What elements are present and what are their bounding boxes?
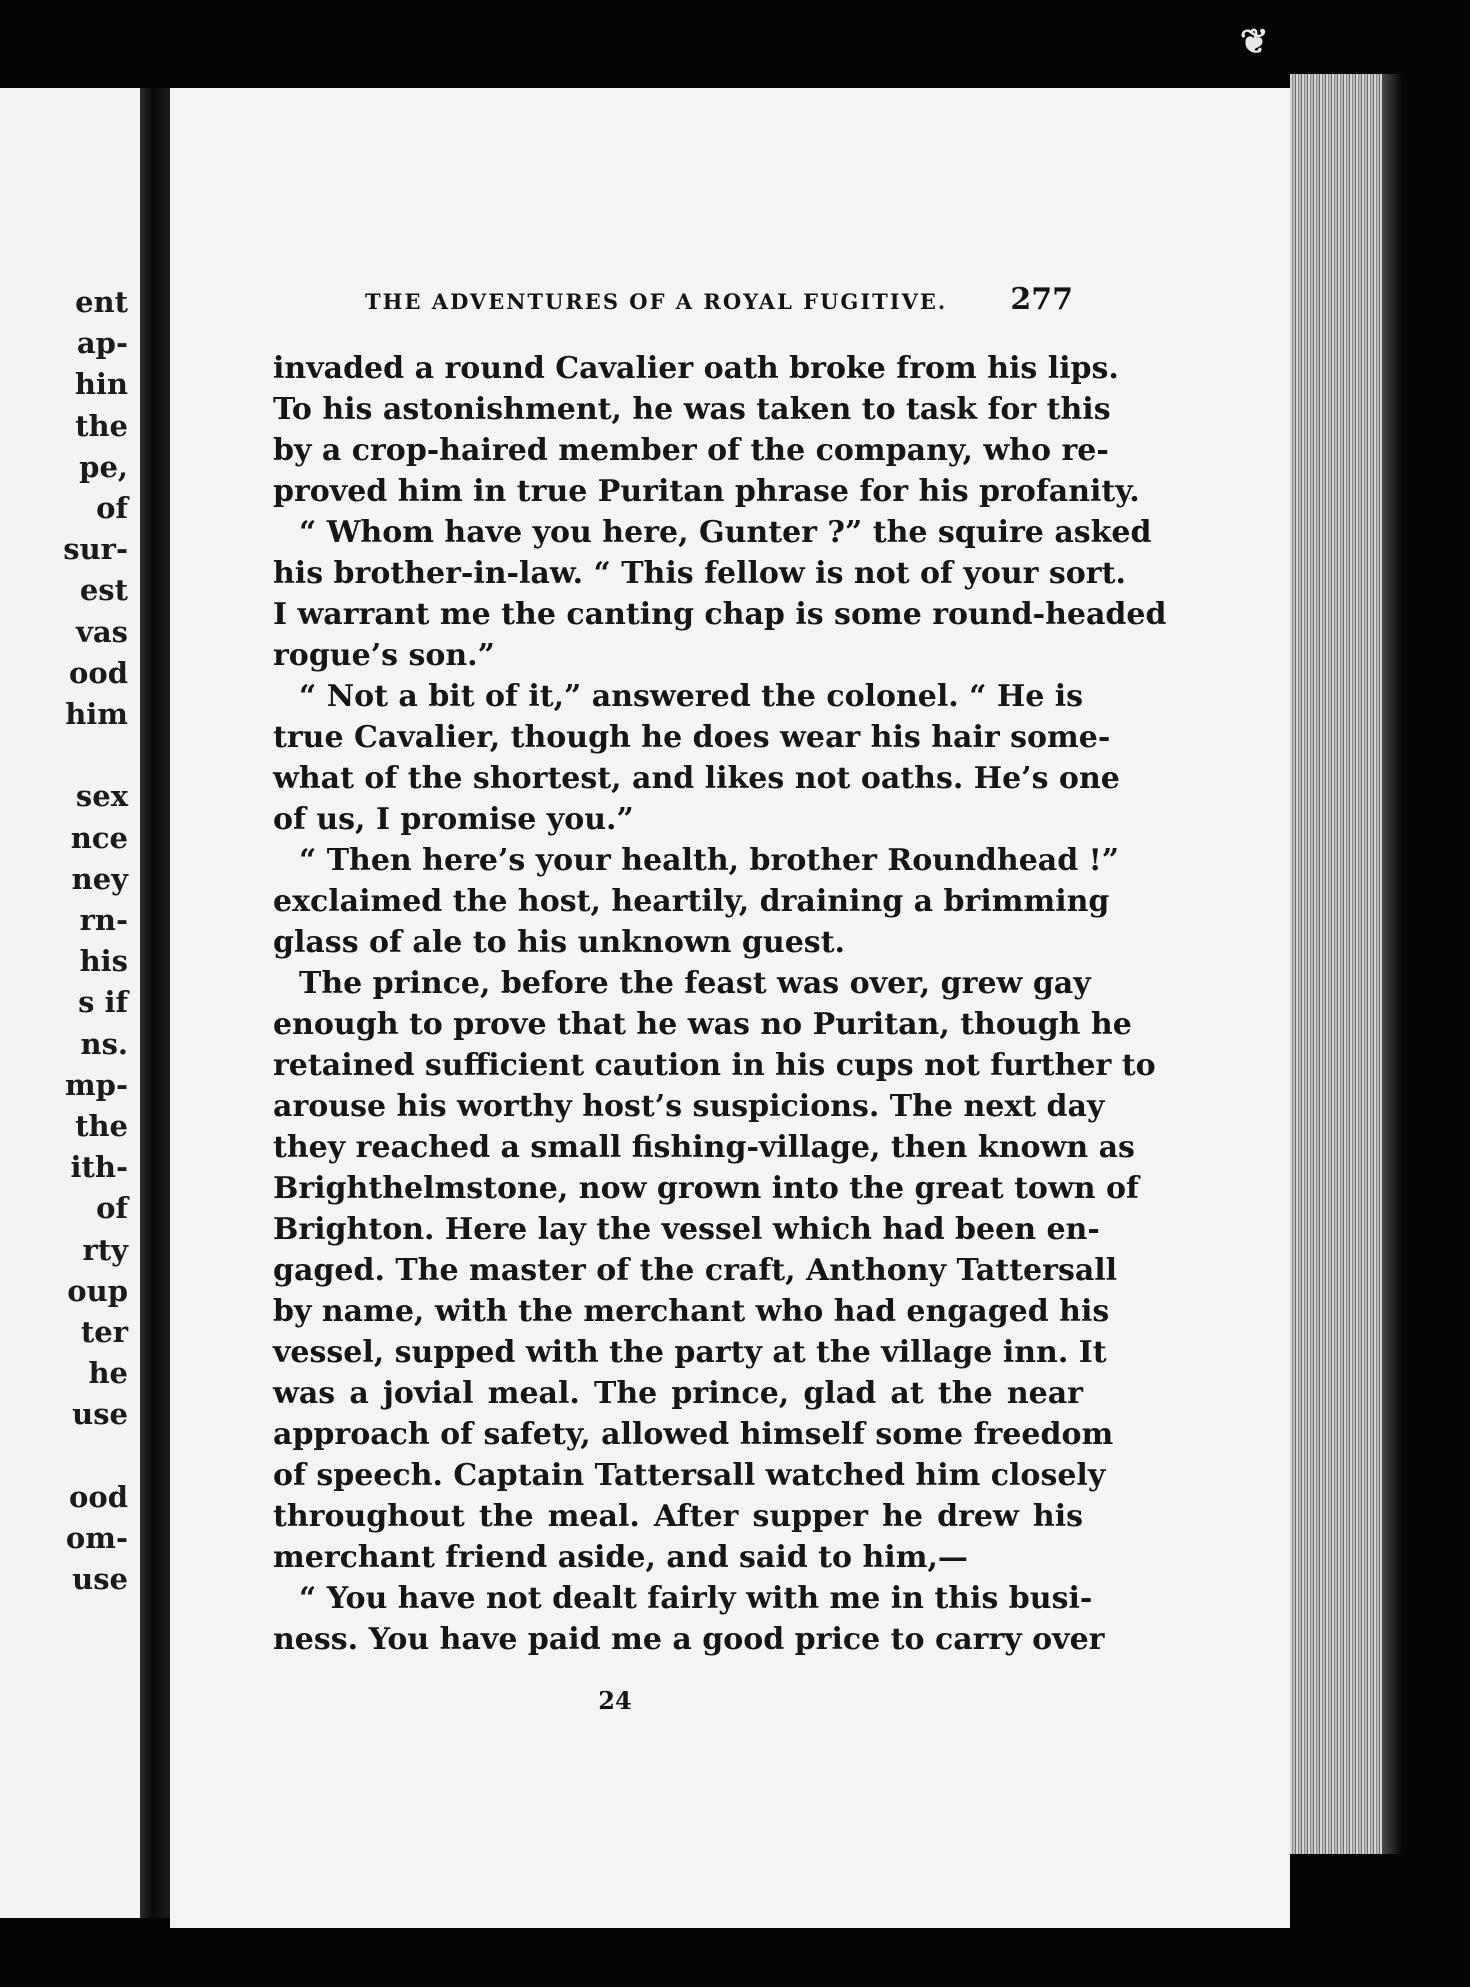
facing-page-text-fragment: nce bbox=[70, 820, 128, 855]
facing-page-text-fragment: ith- bbox=[70, 1150, 128, 1185]
text-line: invaded a round Cavalier oath broke from his lips. bbox=[273, 351, 1119, 386]
facing-page-text-fragment: mp- bbox=[65, 1067, 128, 1102]
text-line: “ Not a bit of it,” answered the colonel. “ He is bbox=[299, 679, 1084, 714]
text-line: exclaimed the host, heartily, draining a brimming bbox=[273, 884, 1110, 919]
page-edge-shadow bbox=[1382, 74, 1402, 1854]
facing-page-text-fragment: of bbox=[96, 491, 128, 525]
facing-page-text-fragment: oup bbox=[67, 1273, 128, 1308]
text-line: vessel, supped with the party at the village inn. It bbox=[273, 1335, 1107, 1370]
text-line: by name, with the merchant who had engaged his bbox=[273, 1294, 1110, 1329]
running-title: THE ADVENTURES OF A ROYAL FUGITIVE. bbox=[365, 289, 948, 314]
text-line: approach of safety, allowed himself some freedom bbox=[273, 1417, 1114, 1452]
facing-page-text-fragment: ood bbox=[69, 655, 128, 690]
text-line: ness. You have paid me a good price to carry over bbox=[273, 1622, 1105, 1657]
facing-page-text-fragment: rty bbox=[82, 1232, 128, 1267]
text-line: enough to prove that he was no Puritan, though he bbox=[273, 1007, 1132, 1042]
facing-page-text-fragment: the bbox=[75, 408, 128, 443]
text-line: “ Then here’s your health, brother Roundhead !” bbox=[299, 843, 1120, 878]
facing-page-text-fragment: ns. bbox=[80, 1026, 128, 1061]
page-stack-edge bbox=[1290, 74, 1382, 1854]
page-number: 277 bbox=[1010, 282, 1073, 317]
facing-page-text-fragment: he bbox=[88, 1356, 128, 1391]
facing-page-text-fragment: ney bbox=[71, 861, 128, 896]
facing-page-text-fragment: of bbox=[96, 1191, 128, 1226]
text-line: Brighthelmstone, now grown into the great town of bbox=[273, 1171, 1139, 1206]
facing-page-text-fragment: him bbox=[65, 697, 128, 731]
facing-page-text-fragment: rn- bbox=[79, 903, 128, 937]
text-line: proved him in true Puritan phrase for his profanity. bbox=[273, 474, 1140, 509]
text-line: what of the shortest, and likes not oaths. He’s one bbox=[273, 761, 1120, 796]
text-line: by a crop-haired member of the company, who re- bbox=[273, 433, 1109, 468]
text-line: retained sufficient caution in his cups not further to bbox=[273, 1048, 1156, 1083]
text-line: To his astonishment, he was taken to task for this bbox=[273, 392, 1111, 427]
text-line: arouse his worthy host’s suspicions. The next day bbox=[273, 1089, 1105, 1124]
body-text bbox=[273, 348, 1167, 1660]
text-line: was a jovial meal. The prince, glad at the near bbox=[273, 1376, 1083, 1411]
facing-page-text-fragment: om- bbox=[65, 1521, 128, 1555]
text-line: throughout the meal. After supper he drew his bbox=[273, 1499, 1083, 1534]
facing-page-text-fragment: est bbox=[79, 573, 128, 608]
text-line: The prince, before the feast was over, grew gay bbox=[299, 966, 1091, 1001]
facing-page-text-fragment: hin bbox=[74, 367, 128, 402]
facing-page-text-fragment: sex bbox=[75, 779, 128, 814]
facing-page-text-fragment: ap- bbox=[76, 326, 128, 361]
corner-mark-icon: ❦ bbox=[1240, 22, 1269, 62]
facing-page-text-fragment: use bbox=[72, 1397, 128, 1432]
facing-page-fragment bbox=[0, 88, 143, 1918]
text-line: his brother-in-law. “ This fellow is not of your sort. bbox=[273, 556, 1126, 591]
text-line: of speech. Captain Tattersall watched him closely bbox=[273, 1458, 1106, 1493]
facing-page-text-fragment: his bbox=[79, 944, 128, 979]
text-line: merchant friend aside, and said to him,— bbox=[273, 1540, 968, 1575]
running-head bbox=[365, 282, 1073, 317]
text-line: rogue’s son.” bbox=[273, 638, 495, 673]
facing-page-text-fragment: ood bbox=[69, 1479, 128, 1514]
facing-page-text-fragment: the bbox=[75, 1109, 128, 1143]
facing-page-text-fragment: vas bbox=[76, 614, 128, 649]
facing-page-text-fragment: s if bbox=[78, 985, 128, 1020]
text-line: Brighton. Here lay the vessel which had been en- bbox=[273, 1212, 1100, 1247]
facing-page-text-fragment: ter bbox=[80, 1315, 128, 1349]
facing-page-text-fragment: use bbox=[72, 1562, 128, 1597]
text-line: glass of ale to his unknown guest. bbox=[273, 925, 845, 960]
book-gutter bbox=[140, 88, 170, 1918]
facing-page-text-fragment: pe, bbox=[79, 449, 128, 484]
text-line: true Cavalier, though he does wear his hair some- bbox=[273, 720, 1111, 755]
text-line: gaged. The master of the craft, Anthony Tattersall bbox=[273, 1253, 1118, 1288]
text-line: I warrant me the canting chap is some round-headed bbox=[273, 597, 1167, 632]
facing-page-text-fragment: sur- bbox=[63, 532, 128, 567]
signature-mark: 24 bbox=[598, 1686, 632, 1715]
text-line: “ You have not dealt fairly with me in this busi- bbox=[299, 1581, 1093, 1616]
text-line: of us, I promise you.” bbox=[273, 802, 634, 837]
text-line: “ Whom have you here, Gunter ?” the squire asked bbox=[299, 515, 1152, 550]
facing-page-text-fragment: ent bbox=[75, 285, 128, 319]
text-line: they reached a small fishing-village, then known as bbox=[273, 1130, 1135, 1165]
